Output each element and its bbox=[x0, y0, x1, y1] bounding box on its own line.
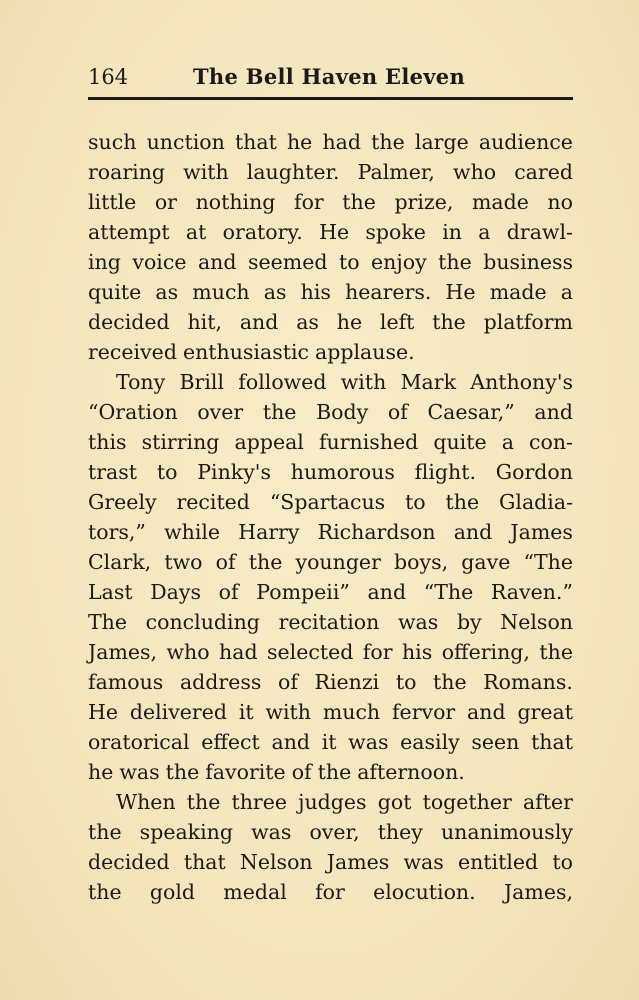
word: James bbox=[510, 520, 573, 544]
word: received bbox=[88, 340, 177, 364]
word: Clark, bbox=[88, 550, 152, 574]
word: made bbox=[471, 190, 529, 214]
word: large bbox=[414, 130, 469, 154]
word: as bbox=[296, 310, 319, 334]
word: followed bbox=[238, 370, 327, 394]
word: that bbox=[183, 850, 226, 874]
word: elocution. bbox=[373, 880, 476, 904]
word: entitled bbox=[457, 850, 539, 874]
word: and bbox=[197, 250, 237, 274]
word: attempt bbox=[88, 220, 170, 244]
word: of bbox=[291, 760, 312, 784]
word: a bbox=[478, 220, 491, 244]
word: of bbox=[215, 550, 236, 574]
body-text bbox=[88, 127, 573, 907]
word: two bbox=[164, 550, 203, 574]
word: Nelson bbox=[500, 610, 573, 634]
text-line bbox=[88, 337, 573, 367]
word: voice bbox=[132, 250, 187, 274]
word: decided bbox=[88, 310, 170, 334]
word: afternoon. bbox=[357, 760, 465, 784]
word: was bbox=[348, 730, 389, 754]
word: was bbox=[398, 610, 439, 634]
word: much bbox=[322, 700, 381, 724]
word: and bbox=[467, 700, 506, 724]
word: great bbox=[517, 700, 573, 724]
text-line bbox=[88, 457, 573, 487]
word: to bbox=[156, 460, 178, 484]
word: applause. bbox=[315, 340, 415, 364]
word: platform bbox=[483, 310, 573, 334]
word: quite bbox=[88, 280, 142, 304]
word: by bbox=[456, 610, 482, 634]
word: they bbox=[377, 820, 423, 844]
word: was bbox=[251, 820, 292, 844]
word: it bbox=[321, 730, 337, 754]
word: quite bbox=[433, 430, 487, 454]
word: Brill bbox=[179, 370, 225, 394]
word: medal bbox=[223, 880, 287, 904]
word: that bbox=[234, 130, 277, 154]
word: over, bbox=[309, 820, 360, 844]
text-line bbox=[88, 757, 573, 787]
word: Tony bbox=[116, 370, 166, 394]
word: “Spartacus bbox=[269, 490, 386, 514]
word: as bbox=[263, 280, 287, 304]
word: of bbox=[278, 670, 298, 694]
word: drawl- bbox=[506, 220, 573, 244]
word: the bbox=[539, 640, 573, 664]
word: with bbox=[183, 160, 229, 184]
word: concluding bbox=[145, 610, 260, 634]
word: much bbox=[192, 280, 250, 304]
word: Greely bbox=[88, 490, 157, 514]
text-line bbox=[88, 847, 573, 877]
text-line bbox=[88, 607, 573, 637]
word: with bbox=[340, 370, 387, 394]
word: tors,” bbox=[88, 520, 146, 544]
word: “The bbox=[423, 580, 474, 604]
word: Gladia- bbox=[499, 490, 573, 514]
word: laughter. bbox=[246, 160, 340, 184]
word: at bbox=[185, 220, 207, 244]
word: Rienzi bbox=[314, 670, 380, 694]
word: and bbox=[367, 580, 407, 604]
word: for bbox=[294, 190, 324, 214]
word: to bbox=[552, 850, 573, 874]
word: that bbox=[531, 730, 573, 754]
word: Days bbox=[150, 580, 202, 604]
word: gold bbox=[149, 880, 196, 904]
word: address bbox=[179, 670, 262, 694]
word: the bbox=[371, 130, 405, 154]
word: to bbox=[395, 670, 417, 694]
word: delivered bbox=[129, 700, 227, 724]
word: while bbox=[164, 520, 221, 544]
word: famous bbox=[88, 670, 164, 694]
running-title: The Bell Haven Eleven bbox=[193, 64, 466, 89]
word: speaking bbox=[139, 820, 233, 844]
page-header bbox=[88, 62, 573, 92]
word: James, bbox=[503, 880, 573, 904]
word: He bbox=[319, 220, 350, 244]
word: the bbox=[432, 310, 466, 334]
text-line bbox=[88, 667, 573, 697]
word: and bbox=[453, 520, 493, 544]
word: after bbox=[522, 790, 573, 814]
word: enthusiastic bbox=[182, 340, 310, 364]
word: Mark bbox=[400, 370, 456, 394]
word: this bbox=[88, 430, 127, 454]
word: the bbox=[186, 790, 221, 814]
word: James, bbox=[88, 640, 158, 664]
word: he bbox=[336, 310, 363, 334]
word: with bbox=[265, 700, 311, 724]
word: who bbox=[453, 160, 497, 184]
word: Anthony's bbox=[470, 370, 573, 394]
word: favorite bbox=[205, 760, 286, 784]
word: had bbox=[322, 130, 362, 154]
word: Gordon bbox=[495, 460, 573, 484]
text-line bbox=[88, 397, 573, 427]
word: stirring bbox=[141, 430, 220, 454]
word: Body bbox=[316, 400, 369, 424]
word: together bbox=[422, 790, 512, 814]
word: got bbox=[377, 790, 412, 814]
word: effect bbox=[201, 730, 260, 754]
word: flight. bbox=[414, 460, 476, 484]
text-line bbox=[88, 127, 573, 157]
word: He bbox=[88, 700, 119, 724]
word: gave bbox=[461, 550, 511, 574]
word: Harry bbox=[238, 520, 300, 544]
word: of bbox=[387, 400, 408, 424]
word: When bbox=[116, 790, 176, 814]
word: recited bbox=[176, 490, 250, 514]
word: nothing bbox=[195, 190, 276, 214]
word: he bbox=[88, 760, 114, 784]
word: and bbox=[534, 400, 573, 424]
word: hearers. bbox=[345, 280, 432, 304]
word: unction bbox=[146, 130, 225, 154]
word: Richardson bbox=[317, 520, 436, 544]
word: Palmer, bbox=[357, 160, 435, 184]
word: for bbox=[315, 880, 345, 904]
word: cared bbox=[514, 160, 573, 184]
word: hit, bbox=[187, 310, 222, 334]
text-line bbox=[88, 217, 573, 247]
word: in bbox=[442, 220, 462, 244]
word: roaring bbox=[88, 160, 166, 184]
word: had bbox=[219, 640, 258, 664]
text-line bbox=[88, 367, 573, 397]
word: oratory. bbox=[222, 220, 303, 244]
word: the bbox=[248, 550, 283, 574]
word: prize, bbox=[394, 190, 454, 214]
word: James bbox=[326, 850, 390, 874]
word: “Oration bbox=[88, 400, 178, 424]
text-line bbox=[88, 247, 573, 277]
word: or bbox=[154, 190, 177, 214]
word: Caesar,” bbox=[427, 400, 515, 424]
word: Pompeii” bbox=[256, 580, 350, 604]
word: the bbox=[433, 670, 467, 694]
word: audience bbox=[478, 130, 573, 154]
word: furnished bbox=[318, 430, 419, 454]
word: it bbox=[238, 700, 254, 724]
word: boys, bbox=[394, 550, 449, 574]
word: his bbox=[401, 640, 433, 664]
text-line bbox=[88, 277, 573, 307]
word: a bbox=[501, 430, 514, 454]
word: his bbox=[300, 280, 331, 304]
word: oratorical bbox=[88, 730, 190, 754]
word: unanimously bbox=[440, 820, 573, 844]
word: three bbox=[231, 790, 287, 814]
word: was bbox=[119, 760, 160, 784]
word: Pinky's bbox=[197, 460, 271, 484]
word: over bbox=[197, 400, 244, 424]
text-line bbox=[88, 157, 573, 187]
word: the bbox=[445, 490, 480, 514]
word: he bbox=[286, 130, 313, 154]
word: left bbox=[379, 310, 415, 334]
text-line bbox=[88, 547, 573, 577]
word: little bbox=[88, 190, 137, 214]
word: judges bbox=[298, 790, 367, 814]
word: enjoy bbox=[371, 250, 427, 274]
word: He bbox=[445, 280, 476, 304]
word: seemed bbox=[248, 250, 328, 274]
word: The bbox=[88, 610, 128, 634]
word: Romans. bbox=[483, 670, 573, 694]
text-line bbox=[88, 877, 573, 907]
word: to bbox=[338, 250, 360, 274]
text-line bbox=[88, 697, 573, 727]
text-line bbox=[88, 517, 573, 547]
word: such bbox=[88, 130, 137, 154]
word: of bbox=[218, 580, 239, 604]
word: and bbox=[271, 730, 311, 754]
word: spoke bbox=[365, 220, 426, 244]
word: for bbox=[362, 640, 393, 664]
word: was bbox=[403, 850, 444, 874]
word: the bbox=[438, 250, 472, 274]
word: business bbox=[483, 250, 573, 274]
word: selected bbox=[267, 640, 354, 664]
word: con- bbox=[529, 430, 573, 454]
word: who bbox=[166, 640, 210, 664]
word: Nelson bbox=[239, 850, 313, 874]
word: younger bbox=[295, 550, 381, 574]
text-line bbox=[88, 787, 573, 817]
word: offering, bbox=[441, 640, 530, 664]
word: the bbox=[317, 760, 352, 784]
word: Raven.” bbox=[490, 580, 573, 604]
word: the bbox=[165, 760, 200, 784]
word: and bbox=[239, 310, 279, 334]
text-line bbox=[88, 817, 573, 847]
word: to bbox=[405, 490, 426, 514]
word: Last bbox=[88, 580, 133, 604]
word: fervor bbox=[391, 700, 456, 724]
text-line bbox=[88, 577, 573, 607]
word: appeal bbox=[234, 430, 304, 454]
word: easily bbox=[400, 730, 460, 754]
word: made bbox=[489, 280, 547, 304]
text-line bbox=[88, 307, 573, 337]
header-rule bbox=[88, 97, 573, 100]
word: recitation bbox=[278, 610, 380, 634]
text-line bbox=[88, 487, 573, 517]
text-line bbox=[88, 187, 573, 217]
word: ing bbox=[88, 250, 121, 274]
word: the bbox=[88, 820, 122, 844]
text-line bbox=[88, 637, 573, 667]
word: a bbox=[560, 280, 573, 304]
word: decided bbox=[88, 850, 170, 874]
word: no bbox=[547, 190, 573, 214]
word: “The bbox=[523, 550, 573, 574]
text-line bbox=[88, 727, 573, 757]
text-line bbox=[88, 427, 573, 457]
page-number: 164 bbox=[88, 65, 129, 89]
word: trast bbox=[88, 460, 138, 484]
word: the bbox=[342, 190, 376, 214]
word: the bbox=[262, 400, 297, 424]
word: as bbox=[155, 280, 179, 304]
word: the bbox=[88, 880, 122, 904]
word: humorous bbox=[290, 460, 395, 484]
word: seen bbox=[471, 730, 520, 754]
